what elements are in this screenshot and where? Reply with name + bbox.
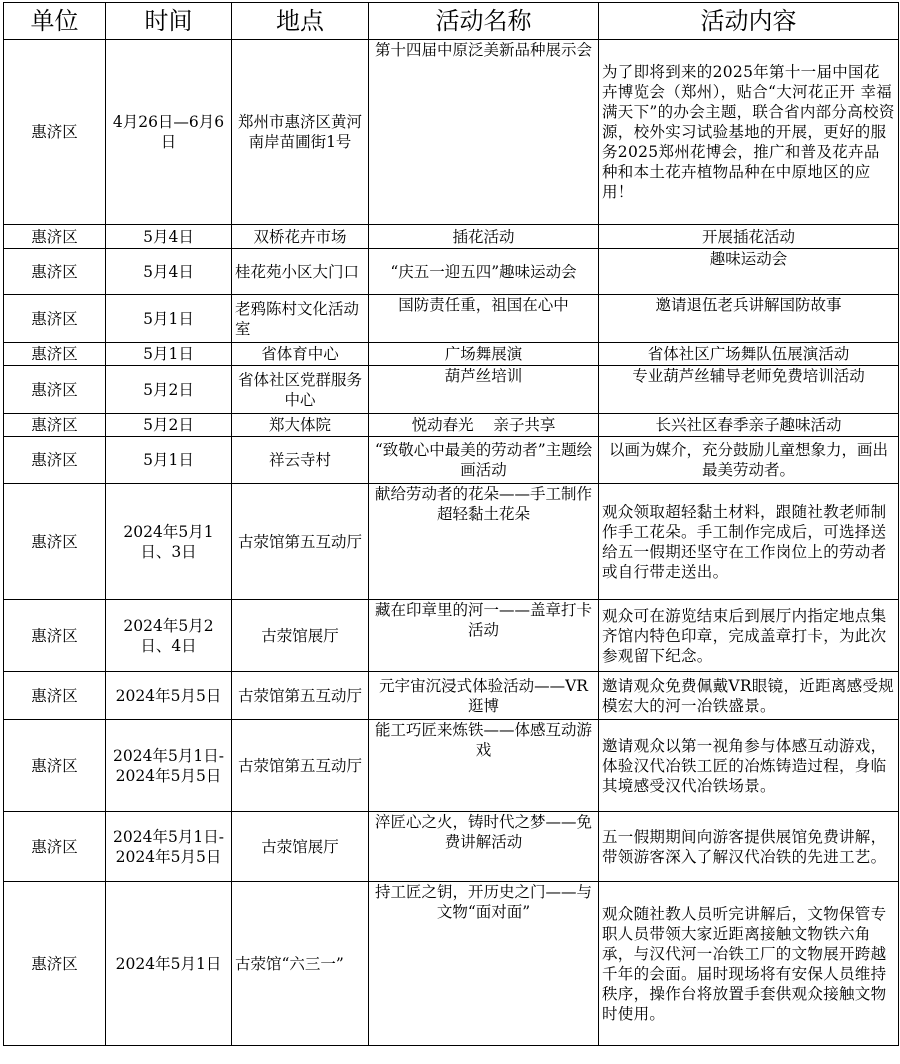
table-row (4, 720, 899, 812)
cell-activity-content: 邀请观众以第一视角参与体感互动游戏，体验汉代冶铁工匠的冶炼铸造过程，身临其境感受汉代冶铁场景。 (599, 720, 899, 812)
cell-place: 老鸦陈村文化活动室 (232, 295, 369, 343)
cell-time: 5月4日 (106, 225, 232, 249)
cell-place: 古荥馆第五互动厅 (232, 484, 369, 600)
cell-unit: 惠济区 (4, 882, 106, 1046)
cell-activity-content: 长兴社区春季亲子趣味活动 (599, 414, 899, 437)
cell-activity-name: 广场舞展演 (369, 343, 599, 366)
cell-unit: 惠济区 (4, 249, 106, 295)
table-row (4, 295, 899, 343)
cell-activity-name: 藏在印章里的河一——盖章打卡活动 (369, 600, 599, 672)
table-row (4, 343, 899, 366)
table-row (4, 225, 899, 249)
cell-activity-content: 邀请退伍老兵讲解国防故事 (599, 295, 899, 343)
table-row (4, 366, 899, 414)
cell-activity-content: 省体社区广场舞队伍展演活动 (599, 343, 899, 366)
cell-activity-name: 能工巧匠来炼铁——体感互动游戏 (369, 720, 599, 812)
cell-activity-content: 为了即将到来的2025年第十一届中国花卉博览会（郑州），贴合“大河花正开 幸福满天下”的办会主题，联合省内部分高校资源，校外实习试验基地的开展，更好的服务2025郑州花博会，推广和普及花卉品种和本土花卉植物品种在中原地区的应用！ (599, 40, 899, 225)
cell-unit: 惠济区 (4, 343, 106, 366)
cell-unit: 惠济区 (4, 600, 106, 672)
cell-activity-content: 专业葫芦丝辅导老师免费培训活动 (599, 366, 899, 414)
cell-time: 2024年5月1日-2024年5月5日 (106, 720, 232, 812)
cell-unit: 惠济区 (4, 484, 106, 600)
table-row (4, 882, 899, 1046)
cell-time: 2024年5月5日 (106, 672, 232, 720)
cell-time: 4月26日—6月6日 (106, 40, 232, 225)
cell-time: 2024年5月1日、3日 (106, 484, 232, 600)
cell-activity-content: 开展插花活动 (599, 225, 899, 249)
cell-place: 古荥馆展厅 (232, 600, 369, 672)
table-row (4, 600, 899, 672)
cell-activity-name: 插花活动 (369, 225, 599, 249)
cell-unit: 惠济区 (4, 295, 106, 343)
cell-time: 5月4日 (106, 249, 232, 295)
cell-place: 祥云寺村 (232, 437, 369, 484)
cell-time: 2024年5月1日-2024年5月5日 (106, 812, 232, 882)
cell-activity-content: 以画为媒介，充分鼓励儿童想象力，画出最美劳动者。 (599, 437, 899, 484)
activity-table (3, 2, 899, 1046)
cell-place: 郑州市惠济区黄河南岸苗圃街1号 (232, 40, 369, 225)
cell-time: 2024年5月1日 (106, 882, 232, 1046)
cell-place: 省体社区党群服务中心 (232, 366, 369, 414)
cell-place: 古荥馆“六三一” (232, 882, 369, 1046)
cell-place: 古荥馆展厅 (232, 812, 369, 882)
cell-time: 5月1日 (106, 343, 232, 366)
cell-unit: 惠济区 (4, 366, 106, 414)
cell-unit: 惠济区 (4, 414, 106, 437)
header-place: 地点 (232, 3, 369, 40)
header-time: 时间 (106, 3, 232, 40)
cell-activity-name: 葫芦丝培训 (369, 366, 599, 414)
table-row (4, 414, 899, 437)
table-row (4, 249, 899, 295)
cell-activity-name: “庆五一迎五四”趣味运动会 (369, 249, 599, 295)
cell-unit: 惠济区 (4, 812, 106, 882)
cell-time: 5月1日 (106, 295, 232, 343)
cell-activity-name: 献给劳动者的花朵——手工制作超轻黏土花朵 (369, 484, 599, 600)
cell-activity-name: “致敬心中最美的劳动者”主题绘画活动 (369, 437, 599, 484)
cell-activity-content: 五一假期期间向游客提供展馆免费讲解，带领游客深入了解汉代冶铁的先进工艺。 (599, 812, 899, 882)
cell-unit: 惠济区 (4, 672, 106, 720)
cell-unit: 惠济区 (4, 720, 106, 812)
header-activity-content: 活动内容 (599, 3, 899, 40)
cell-activity-name: 第十四届中原泛美新品种展示会 (369, 40, 599, 225)
table-row (4, 437, 899, 484)
header-row (4, 3, 899, 40)
cell-activity-name: 悦动春光 亲子共享 (369, 414, 599, 437)
cell-place: 古荥馆第五互动厅 (232, 672, 369, 720)
cell-activity-content: 观众可在游览结束后到展厅内指定地点集齐馆内特色印章，完成盖章打卡，为此次参观留下纪念。 (599, 600, 899, 672)
cell-unit: 惠济区 (4, 40, 106, 225)
table-row (4, 672, 899, 720)
cell-place: 古荥馆第五互动厅 (232, 720, 369, 812)
cell-unit: 惠济区 (4, 437, 106, 484)
cell-place: 桂花苑小区大门口 (232, 249, 369, 295)
cell-place: 省体育中心 (232, 343, 369, 366)
table-row (4, 40, 899, 225)
cell-activity-name: 淬匠心之火，铸时代之梦——免费讲解活动 (369, 812, 599, 882)
table-row (4, 812, 899, 882)
cell-place: 双桥花卉市场 (232, 225, 369, 249)
cell-activity-name: 国防责任重，祖国在心中 (369, 295, 599, 343)
cell-activity-content: 邀请观众免费佩戴VR眼镜，近距离感受规模宏大的河一冶铁盛景。 (599, 672, 899, 720)
cell-activity-name: 持工匠之钥，开历史之门——与文物“面对面” (369, 882, 599, 1046)
table-row (4, 484, 899, 600)
cell-time: 5月2日 (106, 366, 232, 414)
cell-activity-name: 元宇宙沉浸式体验活动——VR逛博 (369, 672, 599, 720)
cell-time: 2024年5月2日、4日 (106, 600, 232, 672)
cell-activity-content: 观众领取超轻黏土材料，跟随社教老师制作手工花朵。手工制作完成后，可选择送给五一假期还坚守在工作岗位上的劳动者或自行带走送出。 (599, 484, 899, 600)
cell-place: 郑大体院 (232, 414, 369, 437)
header-unit: 单位 (4, 3, 106, 40)
cell-time: 5月1日 (106, 437, 232, 484)
cell-activity-content: 观众随社教人员听完讲解后，文物保管专职人员带领大家近距离接触文物铁六角承，与汉代河一冶铁工厂的文物展开跨越千年的会面。届时现场将有安保人员维持秩序，操作台将放置手套供观众接触文物时使用。 (599, 882, 899, 1046)
cell-activity-content: 趣味运动会 (599, 249, 899, 295)
cell-time: 5月2日 (106, 414, 232, 437)
cell-unit: 惠济区 (4, 225, 106, 249)
header-activity-name: 活动名称 (369, 3, 599, 40)
